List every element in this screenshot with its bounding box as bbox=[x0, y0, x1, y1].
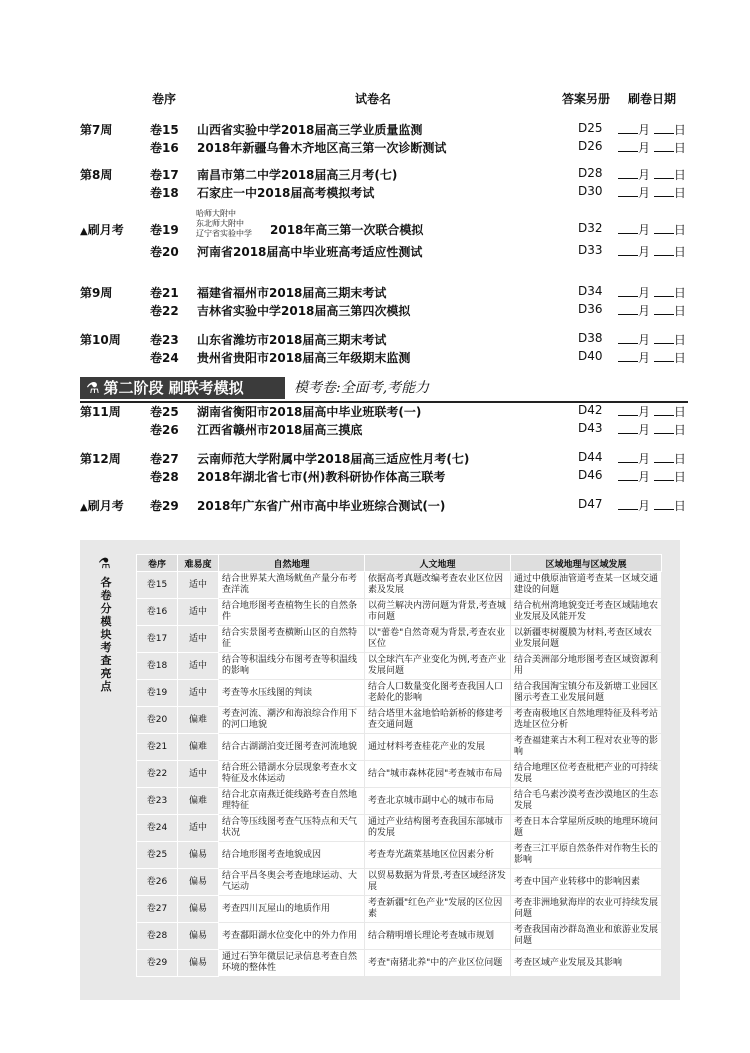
table-row bbox=[137, 599, 662, 626]
table-cell: 卷29 bbox=[137, 950, 178, 977]
volume-number: 卷20 bbox=[150, 245, 179, 259]
table-cell: 结合地形图考查植物生长的自然条件 bbox=[219, 599, 365, 626]
review-date bbox=[618, 184, 686, 201]
paper-title: 贵州省贵阳市2018届高三年级期末监测 bbox=[197, 351, 411, 365]
volume-number: 卷29 bbox=[150, 499, 179, 513]
answer-page: D42 bbox=[578, 403, 603, 417]
stage-subtitle: 模考卷:全面考,考能力 bbox=[294, 380, 430, 396]
volume-number: 卷17 bbox=[150, 168, 179, 182]
table-cell: 通过石笋年微层记录信息考查自然环境的整体性 bbox=[219, 950, 365, 977]
table-cell: 以荷兰解决内涝问题为背景,考查城市问题 bbox=[365, 599, 511, 626]
table-cell: 考查河流、潮汐和海浪综合作用下的河口地貌 bbox=[219, 707, 365, 734]
schedule-row bbox=[0, 302, 750, 318]
day-label: 日 bbox=[673, 168, 686, 182]
month-blank[interactable] bbox=[618, 350, 638, 362]
table-cell: 通过材料考查桂花产业的发展 bbox=[365, 734, 511, 761]
table-header-cell: 人文地理 bbox=[365, 555, 511, 572]
week-label: 第7周 bbox=[80, 123, 113, 137]
week-label: 第10周 bbox=[80, 333, 121, 347]
table-cell: 卷16 bbox=[137, 599, 178, 626]
table-cell: 偏难 bbox=[178, 734, 219, 761]
schedule-row bbox=[0, 403, 750, 419]
table-cell: 考查寿光蔬菜基地区位因素分析 bbox=[365, 842, 511, 869]
month-label: 月 bbox=[638, 470, 651, 484]
week-label-text: 刷月考 bbox=[87, 223, 124, 237]
paper-title: 河南省2018届高中毕业班高考适应性测试 bbox=[197, 245, 423, 259]
table-cell: 结合地理区位考查枇杷产业的可持续发展 bbox=[511, 761, 662, 788]
table-cell: 结合毛乌素沙漠考查沙漠地区的生态发展 bbox=[511, 788, 662, 815]
table-cell: 考查我国南沙群岛渔业和旅游业发展问题 bbox=[511, 923, 662, 950]
review-date bbox=[618, 450, 686, 467]
day-label: 日 bbox=[673, 304, 686, 318]
day-label: 日 bbox=[673, 286, 686, 300]
month-blank[interactable] bbox=[618, 285, 638, 297]
table-cell: 考查北京城市副中心的城市布局 bbox=[365, 788, 511, 815]
table-cell: 考查南极地区自然地理特征及科考站选址区位分析 bbox=[511, 707, 662, 734]
table-cell: 结合实景图考查横断山区的自然特征 bbox=[219, 626, 365, 653]
table-row bbox=[137, 923, 662, 950]
table-cell: 以新疆枣树覆膜为材料,考查区域农业发展问题 bbox=[511, 626, 662, 653]
stage-icon: ⚗ bbox=[86, 379, 100, 397]
month-label: 月 bbox=[638, 168, 651, 182]
table-cell: 结合等压线图考查气压特点和天气状况 bbox=[219, 815, 365, 842]
paper-title: 湖南省衡阳市2018届高中毕业班联考(一) bbox=[197, 405, 422, 419]
table-header-cell: 难易度 bbox=[178, 555, 219, 572]
table-cell: 偏易 bbox=[178, 896, 219, 923]
schedule-row bbox=[0, 468, 750, 484]
review-date bbox=[618, 349, 686, 366]
review-date bbox=[618, 302, 686, 319]
table-cell: 以贸易数据为背景,考查区域经济发展 bbox=[365, 869, 511, 896]
day-blank[interactable] bbox=[654, 451, 674, 463]
day-label: 日 bbox=[673, 499, 686, 513]
table-cell: 通过产业结构图考查我国东部城市的发展 bbox=[365, 815, 511, 842]
schedule-row bbox=[0, 184, 750, 200]
table-cell: 结合世界某大渔场鱿鱼产量分布考查洋流 bbox=[219, 572, 365, 599]
table-cell: 偏易 bbox=[178, 869, 219, 896]
day-blank[interactable] bbox=[654, 332, 674, 344]
day-label: 日 bbox=[673, 333, 686, 347]
month-label: 月 bbox=[638, 333, 651, 347]
day-label: 日 bbox=[673, 452, 686, 466]
school-name: 哈师大附中 bbox=[196, 209, 236, 218]
month-blank[interactable] bbox=[618, 222, 638, 234]
table-cell: 结合等积温线分布图考查等积温线的影响 bbox=[219, 653, 365, 680]
month-label: 月 bbox=[638, 499, 651, 513]
day-label: 日 bbox=[673, 186, 686, 200]
day-label: 日 bbox=[673, 141, 686, 155]
day-blank[interactable] bbox=[654, 285, 674, 297]
month-blank[interactable] bbox=[618, 303, 638, 315]
table-cell: 考查四川瓦屋山的地质作用 bbox=[219, 896, 365, 923]
day-blank[interactable] bbox=[654, 185, 674, 197]
paper-title: 2018年广东省广州市高中毕业班综合测试(一) bbox=[197, 499, 446, 513]
paper-title: 江西省赣州市2018届高三摸底 bbox=[197, 423, 363, 437]
week-label-text: 刷月考 bbox=[87, 499, 124, 513]
volume-number: 卷21 bbox=[150, 286, 179, 300]
table-row bbox=[137, 815, 662, 842]
table-cell: 结合塔里木盆地恰哈新桥的修建考查交通问题 bbox=[365, 707, 511, 734]
day-blank[interactable] bbox=[654, 167, 674, 179]
table-cell: 卷23 bbox=[137, 788, 178, 815]
volume-number: 卷25 bbox=[150, 405, 179, 419]
table-cell: 卷15 bbox=[137, 572, 178, 599]
month-label: 月 bbox=[638, 405, 651, 419]
day-blank[interactable] bbox=[654, 303, 674, 315]
panel-side-title: 各卷分模块考查亮点 bbox=[100, 576, 112, 693]
day-blank[interactable] bbox=[654, 244, 674, 256]
month-label: 月 bbox=[638, 423, 651, 437]
stage-title-band bbox=[80, 377, 285, 399]
day-blank[interactable] bbox=[654, 498, 674, 510]
table-row bbox=[137, 653, 662, 680]
table-cell: 通过中俄原油管道考查某一区域交通建设的问题 bbox=[511, 572, 662, 599]
table-cell: 考查新疆"红色产业"发展的区位因素 bbox=[365, 896, 511, 923]
volume-number: 卷26 bbox=[150, 423, 179, 437]
month-label: 月 bbox=[638, 123, 651, 137]
module-highlights-panel bbox=[80, 540, 680, 1000]
month-blank[interactable] bbox=[618, 422, 638, 434]
table-cell: 结合美洲部分地形图考查区域资源利用 bbox=[511, 653, 662, 680]
schedule-row bbox=[0, 349, 750, 365]
month-label: 月 bbox=[638, 223, 651, 237]
month-blank[interactable] bbox=[618, 122, 638, 134]
review-date bbox=[618, 243, 686, 260]
day-label: 日 bbox=[673, 423, 686, 437]
table-cell: 卷25 bbox=[137, 842, 178, 869]
answer-page: D43 bbox=[578, 421, 603, 435]
month-label: 月 bbox=[638, 286, 651, 300]
table-cell: 适中 bbox=[178, 815, 219, 842]
review-date bbox=[618, 284, 686, 301]
day-blank[interactable] bbox=[654, 422, 674, 434]
schedule-row bbox=[0, 497, 750, 513]
month-blank[interactable] bbox=[618, 498, 638, 510]
table-cell: 偏难 bbox=[178, 788, 219, 815]
table-cell: 卷27 bbox=[137, 896, 178, 923]
answer-page: D38 bbox=[578, 331, 603, 345]
stage-banner bbox=[80, 377, 688, 401]
table-cell: 偏易 bbox=[178, 923, 219, 950]
table-cell: 以"蕾卷"自然奇观为背景,考查农业区位 bbox=[365, 626, 511, 653]
header-answer: 答案另册 bbox=[562, 92, 611, 106]
answer-page: D33 bbox=[578, 243, 603, 257]
table-cell: 卷28 bbox=[137, 923, 178, 950]
answer-page: D44 bbox=[578, 450, 603, 464]
table-row bbox=[137, 680, 662, 707]
table-cell: 偏难 bbox=[178, 707, 219, 734]
school-name: 东北师大附中 bbox=[196, 219, 244, 228]
badge-icon: ⚗ bbox=[98, 556, 111, 572]
paper-title: 山东省潍坊市2018届高三期末考试 bbox=[197, 333, 387, 347]
table-cell: 卷18 bbox=[137, 653, 178, 680]
table-row bbox=[137, 707, 662, 734]
table-cell: 结合我国淘宝镇分布及新塘工业园区图示考查工业发展问题 bbox=[511, 680, 662, 707]
review-date bbox=[618, 221, 686, 238]
schedule-row bbox=[0, 166, 750, 182]
table-cell: 考查日本合掌屋所反映的地理环境问题 bbox=[511, 815, 662, 842]
paper-title: 石家庄一中2018届高考模拟考试 bbox=[197, 186, 375, 200]
month-blank[interactable] bbox=[618, 244, 638, 256]
table-cell: 适中 bbox=[178, 572, 219, 599]
schedule-row bbox=[0, 139, 750, 155]
answer-page: D34 bbox=[578, 284, 603, 298]
volume-number: 卷22 bbox=[150, 304, 179, 318]
table-cell: 卷19 bbox=[137, 680, 178, 707]
month-label: 月 bbox=[638, 452, 651, 466]
review-date bbox=[618, 139, 686, 156]
schedule-row bbox=[0, 243, 750, 259]
review-date bbox=[618, 421, 686, 438]
panel-side bbox=[80, 540, 132, 1000]
table-cell: 以全球汽车产业变化为例,考查产业发展问题 bbox=[365, 653, 511, 680]
day-blank[interactable] bbox=[654, 469, 674, 481]
table-row bbox=[137, 896, 662, 923]
volume-number: 卷19 bbox=[150, 223, 179, 237]
table-cell: 考查区域产业发展及其影响 bbox=[511, 950, 662, 977]
week-label: 第8周 bbox=[80, 168, 113, 182]
week-label: 第12周 bbox=[80, 452, 121, 466]
table-cell: 卷20 bbox=[137, 707, 178, 734]
school-name: 辽宁省实验中学 bbox=[196, 229, 252, 238]
answer-page: D30 bbox=[578, 184, 603, 198]
table-row bbox=[137, 572, 662, 599]
month-blank[interactable] bbox=[618, 185, 638, 197]
schedule-row bbox=[0, 221, 750, 237]
month-label: 月 bbox=[638, 304, 651, 318]
table-cell: 偏易 bbox=[178, 842, 219, 869]
answer-page: D36 bbox=[578, 302, 603, 316]
paper-title: 2018年高三第一次联合模拟 bbox=[270, 223, 424, 237]
day-blank[interactable] bbox=[654, 122, 674, 134]
month-label: 月 bbox=[638, 351, 651, 365]
day-blank[interactable] bbox=[654, 140, 674, 152]
table-cell: 考查中国产业转移中的影响因素 bbox=[511, 869, 662, 896]
schedule-row bbox=[0, 421, 750, 437]
volume-number: 卷16 bbox=[150, 141, 179, 155]
volume-number: 卷18 bbox=[150, 186, 179, 200]
day-label: 日 bbox=[673, 470, 686, 484]
table-cell: 卷21 bbox=[137, 734, 178, 761]
month-label: 月 bbox=[638, 141, 651, 155]
review-date bbox=[618, 497, 686, 514]
answer-page: D25 bbox=[578, 121, 603, 135]
day-blank[interactable] bbox=[654, 404, 674, 416]
review-date bbox=[618, 166, 686, 183]
header-date: 刷卷日期 bbox=[628, 92, 677, 106]
table-cell: 适中 bbox=[178, 653, 219, 680]
table-cell: 结合平昌冬奥会考查地球运动、大气运动 bbox=[219, 869, 365, 896]
review-date bbox=[618, 331, 686, 348]
table-cell: 结合杭州湾地貌变迁考查区域陆地农业发展及风能开发 bbox=[511, 599, 662, 626]
volume-number: 卷23 bbox=[150, 333, 179, 347]
table-row bbox=[137, 626, 662, 653]
table-cell: 结合北京南燕迁徙线路考查自然地理特征 bbox=[219, 788, 365, 815]
answer-page: D28 bbox=[578, 166, 603, 180]
table-cell: 卷24 bbox=[137, 815, 178, 842]
header-title: 试卷名 bbox=[355, 92, 392, 106]
answer-page: D46 bbox=[578, 468, 603, 482]
stage-title: 第二阶段 刷联考模拟 bbox=[103, 379, 244, 397]
week-label: 第9周 bbox=[80, 286, 113, 300]
highlights-table bbox=[136, 554, 662, 977]
month-blank[interactable] bbox=[618, 332, 638, 344]
month-label: 月 bbox=[638, 245, 651, 259]
table-cell: 适中 bbox=[178, 599, 219, 626]
week-label: 第11周 bbox=[80, 405, 121, 419]
paper-title: 福建省福州市2018届高三期末考试 bbox=[197, 286, 387, 300]
table-cell: 结合精明增长理论考查城市规划 bbox=[365, 923, 511, 950]
day-label: 日 bbox=[673, 123, 686, 137]
answer-page: D32 bbox=[578, 221, 603, 235]
day-blank[interactable] bbox=[654, 222, 674, 234]
table-cell: 卷26 bbox=[137, 869, 178, 896]
month-blank[interactable] bbox=[618, 140, 638, 152]
volume-number: 卷24 bbox=[150, 351, 179, 365]
table-cell: 依据高考真题改编考查农业区位因素及发展 bbox=[365, 572, 511, 599]
table-cell: 卷17 bbox=[137, 626, 178, 653]
schedule-row bbox=[0, 284, 750, 300]
answer-page: D47 bbox=[578, 497, 603, 511]
schedule-row bbox=[0, 331, 750, 347]
day-label: 日 bbox=[673, 405, 686, 419]
table-cell: 结合"城市森林花园"考查城市布局 bbox=[365, 761, 511, 788]
table-cell: 结合班公错湖水分层现象考查水文特征及水体运动 bbox=[219, 761, 365, 788]
table-row bbox=[137, 842, 662, 869]
review-date bbox=[618, 468, 686, 485]
table-cell: 考查鄱阳湖水位变化中的外力作用 bbox=[219, 923, 365, 950]
paper-title: 2018年湖北省七市(州)教科研协作体高三联考 bbox=[197, 470, 446, 484]
table-row bbox=[137, 950, 662, 977]
table-cell: 考查三江平原自然条件对作物生长的影响 bbox=[511, 842, 662, 869]
table-cell: 考查福建莱古木利工程对农业等的影响 bbox=[511, 734, 662, 761]
day-label: 日 bbox=[673, 223, 686, 237]
table-cell: 偏易 bbox=[178, 950, 219, 977]
paper-title: 吉林省实验中学2018届高三第四次模拟 bbox=[197, 304, 411, 318]
table-row bbox=[137, 788, 662, 815]
paper-title: 2018年新疆乌鲁木齐地区高三第一次诊断测试 bbox=[197, 141, 447, 155]
volume-number: 卷27 bbox=[150, 452, 179, 466]
paper-title: 云南师范大学附属中学2018届高三适应性月考(七) bbox=[197, 452, 470, 466]
volume-number: 卷28 bbox=[150, 470, 179, 484]
table-cell: 适中 bbox=[178, 626, 219, 653]
table-cell: 适中 bbox=[178, 680, 219, 707]
day-label: 日 bbox=[673, 351, 686, 365]
table-cell: 结合古湖湖泊变迁图考查河流地貌 bbox=[219, 734, 365, 761]
month-blank[interactable] bbox=[618, 167, 638, 179]
review-date bbox=[618, 121, 686, 138]
answer-page: D26 bbox=[578, 139, 603, 153]
table-cell: 卷22 bbox=[137, 761, 178, 788]
table-cell: 考查非洲地狱海岸的农业可持续发展问题 bbox=[511, 896, 662, 923]
table-row bbox=[137, 869, 662, 896]
day-label: 日 bbox=[673, 245, 686, 259]
paper-title: 南昌市第二中学2018届高三月考(七) bbox=[197, 168, 398, 182]
table-cell: 结合人口数量变化图考查我国人口老龄化的影响 bbox=[365, 680, 511, 707]
mountain-icon: ▲ bbox=[80, 226, 88, 237]
table-row bbox=[137, 734, 662, 761]
day-blank[interactable] bbox=[654, 350, 674, 362]
review-date bbox=[618, 403, 686, 420]
answer-page: D40 bbox=[578, 349, 603, 363]
table-row bbox=[137, 761, 662, 788]
table-header-cell: 卷序 bbox=[137, 555, 178, 572]
table-cell: 考查"南猪北养"中的产业区位问题 bbox=[365, 950, 511, 977]
month-blank[interactable] bbox=[618, 404, 638, 416]
table-cell: 结合地形图考查地貌成因 bbox=[219, 842, 365, 869]
schedule-row bbox=[0, 450, 750, 466]
table-cell: 考查等水压线图的判读 bbox=[219, 680, 365, 707]
schedule-row bbox=[0, 121, 750, 137]
month-blank[interactable] bbox=[618, 469, 638, 481]
month-blank[interactable] bbox=[618, 451, 638, 463]
header-vol: 卷序 bbox=[152, 92, 177, 106]
volume-number: 卷15 bbox=[150, 123, 179, 137]
table-cell: 适中 bbox=[178, 761, 219, 788]
table-header-cell: 区域地理与区域发展 bbox=[511, 555, 662, 572]
table-header-cell: 自然地理 bbox=[219, 555, 365, 572]
month-label: 月 bbox=[638, 186, 651, 200]
paper-title: 山西省实验中学2018届高三学业质量监测 bbox=[197, 123, 423, 137]
mountain-icon: ▲ bbox=[80, 502, 88, 513]
